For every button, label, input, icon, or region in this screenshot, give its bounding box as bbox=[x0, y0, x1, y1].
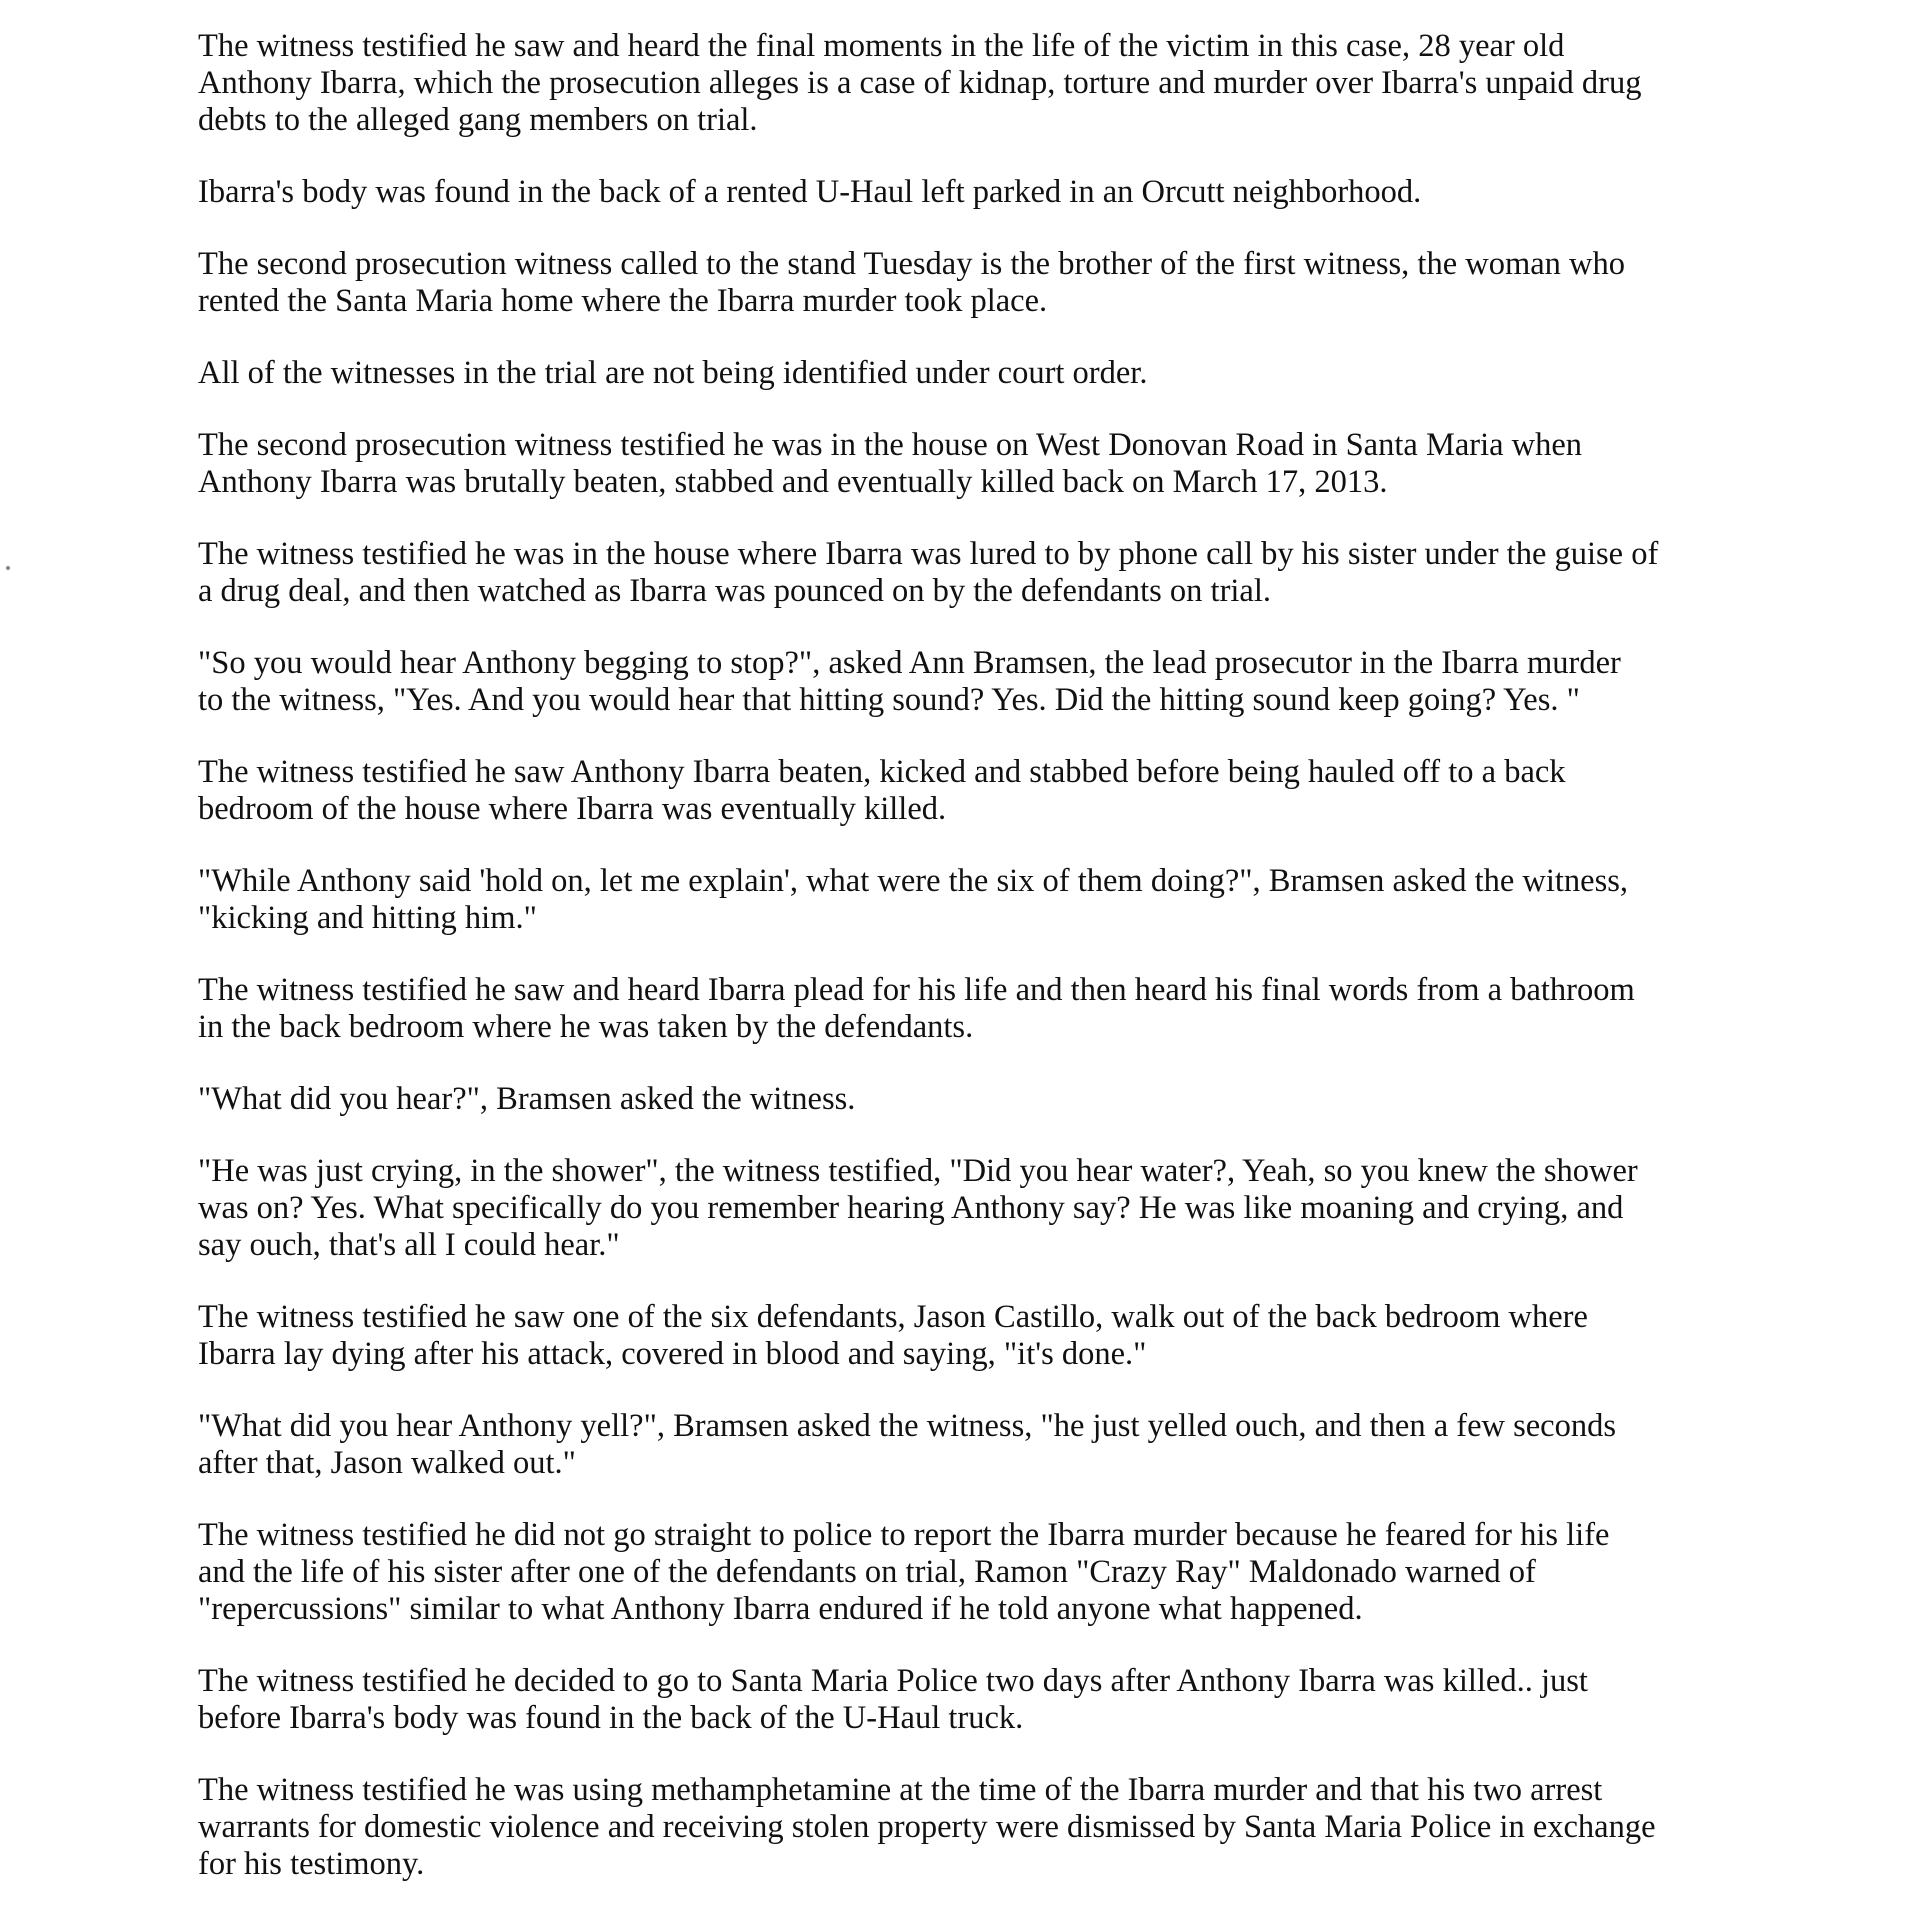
paragraph-7: "So you would hear Anthony begging to stop?", asked Ann Bramsen, the lead prosecutor in the Ibarra murder to the witness, "Yes. And you would hear that hitting sound? Yes. Did the hitting sound keep going? Yes. " bbox=[198, 645, 1621, 718]
scan-speck bbox=[6, 566, 10, 570]
paragraph-5: The second prosecution witness testified he was in the house on West Donovan Road in Santa Maria when Anthony Ibarra was brutally beaten, stabbed and eventually killed back on March 17, 2013. bbox=[198, 427, 1583, 500]
paragraph-12: "He was just crying, in the shower", the witness testified, "Did you hear water?, Yeah, so you knew the shower was on? Yes. What specifically do you remember hearing Anthony say? He was like moaning and crying, and say ouch, that's all I could hear." bbox=[198, 1153, 1638, 1263]
paragraph-6: The witness testified he was in the house where Ibarra was lured to by phone call by his sister under the guise of a drug deal, and then watched as Ibarra was pounced on by the defendants on trial. bbox=[198, 536, 1659, 609]
paragraph-1: The witness testified he saw and heard the final moments in the life of the victim in this case, 28 year old Anthony Ibarra, which the prosecution alleges is a case of kidnap, torture and murder over Ibarra's unpaid drug debts to the alleged gang members on trial. bbox=[198, 28, 1642, 138]
article-body bbox=[198, 28, 1838, 1918]
paragraph-2: Ibarra's body was found in the back of a rented U-Haul left parked in an Orcutt neighborhood. bbox=[198, 174, 1422, 210]
paragraph-9: "While Anthony said 'hold on, let me explain', what were the six of them doing?", Bramsen asked the witness, "kicking and hitting him." bbox=[198, 863, 1629, 936]
paragraph-16: The witness testified he decided to go to Santa Maria Police two days after Anthony Ibarra was killed.. just before Ibarra's body was found in the back of the U-Haul truck. bbox=[198, 1663, 1588, 1736]
paragraph-10: The witness testified he saw and heard Ibarra plead for his life and then heard his final words from a bathroom in the back bedroom where he was taken by the defendants. bbox=[198, 972, 1635, 1045]
paragraph-14: "What did you hear Anthony yell?", Bramsen asked the witness, "he just yelled ouch, and then a few seconds after that, Jason walked out." bbox=[198, 1408, 1616, 1481]
paragraph-15: The witness testified he did not go straight to police to report the Ibarra murder because he feared for his life and the life of his sister after one of the defendants on trial, Ramon "Crazy Ray" Maldonado warned of "repercussions" similar to what Anthony Ibarra endured if he told anyone what happened. bbox=[198, 1517, 1610, 1627]
paragraph-11: "What did you hear?", Bramsen asked the witness. bbox=[198, 1081, 856, 1117]
paragraph-17: The witness testified he was using methamphetamine at the time of the Ibarra murder and that his two arrest warrants for domestic violence and receiving stolen property were dismissed by Santa Maria Police in exchange for his testimony. bbox=[198, 1772, 1656, 1882]
paragraph-13: The witness testified he saw one of the six defendants, Jason Castillo, walk out of the back bedroom where Ibarra lay dying after his attack, covered in blood and saying, "it's done." bbox=[198, 1299, 1588, 1372]
paragraph-4: All of the witnesses in the trial are not being identified under court order. bbox=[198, 355, 1148, 391]
paragraph-3: The second prosecution witness called to the stand Tuesday is the brother of the first witness, the woman who rented the Santa Maria home where the Ibarra murder took place. bbox=[198, 246, 1626, 319]
paragraph-8: The witness testified he saw Anthony Ibarra beaten, kicked and stabbed before being hauled off to a back bedroom of the house where Ibarra was eventually killed. bbox=[198, 754, 1566, 827]
